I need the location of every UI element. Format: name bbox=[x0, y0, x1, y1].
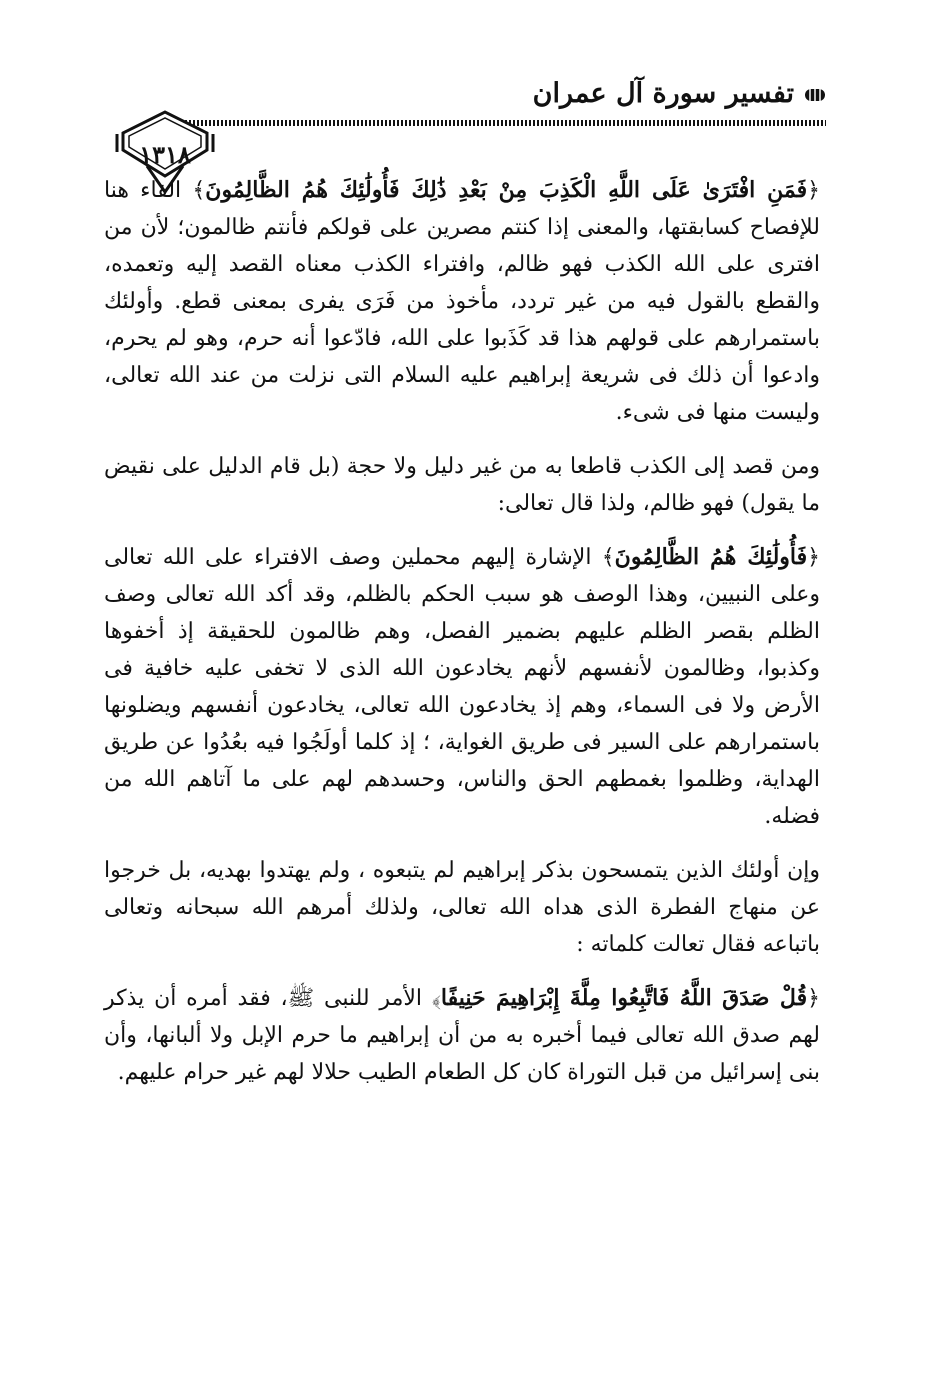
paragraph-text-4: وإن أولئك الذين يتمسحون بذكر إبراهيم لم يتبعوه ، ولم يهتدوا بهديه، بل خرجوا عن منهاج الفطرة الذى هداه الله تعالى، ولذلك أمرهم الله سبحانه وتعالى باتباعه فقال تعالت كلماته : bbox=[104, 858, 820, 957]
quran-verse-2: ﴿فَأُولَٰئِكَ هُمُ الظَّالِمُونَ﴾ bbox=[601, 544, 821, 570]
paragraph-text-3: الإشارة إليهم محملين وصف الافتراء على الله تعالى وعلى النبيين، وهذا الوصف هو سبب الحكم بالظلم، وقد أكد الله تعالى وصف الظلم بقصر الظلم عليهم بضمير الفصل، وهم ظالمون للحقيقة إذ أخفوها وكذبوا، وظالمون لأنفسهم لأنهم يخادعون الله الذى لا تخفى عليه خافية فى الأرض ولا فى السماء، وهم إذ يخادعون الله تعالى، يخادعون أنفسهم ويضلونها باستمرارهم على السير فى طريق الغواية، ؛ إذ كلما أولَجُوا فيه بعُدُوا عن طريق الهداية، وظلموا بغمطهم الحق والناس، وحسدهم لهم على ما آتاهم الله من فضله. bbox=[104, 545, 820, 829]
paragraph-text-2: ومن قصد إلى الكذب قاطعا به من غير دليل ولا حجة (بل قام الدليل على نقيض ما يقول) فهو ظالم، ولذا قال تعالى: bbox=[104, 454, 820, 516]
ornament-icon bbox=[804, 86, 826, 104]
paragraph-text-1: الفاء هنا للإفصاح كسابقتها، والمعنى إذا كنتم مصرين على قولكم فأنتم ظالمون؛ لأن من افترى على الله الكذب فهو ظالم، وافتراء الكذب معناه القصد إليه وتعمده، والقطع بالقول فيه من غير تردد، مأخوذ من فَرَى يفرى بمعنى قطع. وأولئك باستمرارهم على قولهم هذا قد كَذَبوا على الله، فادّعوا أنه حرم، وهو لم يحرم، وادعوا أن ذلك فى شريعة إبراهيم عليه السلام التى نزلت من عند الله تعالى، وليست منها فى شىء. bbox=[104, 178, 820, 425]
header-title-group bbox=[533, 78, 826, 109]
header-title: تفسير سورة آل عمران bbox=[532, 78, 794, 109]
paragraph-2 bbox=[104, 448, 820, 522]
paragraph-4 bbox=[104, 852, 820, 963]
paragraph-5 bbox=[104, 980, 820, 1091]
header-divider bbox=[185, 120, 826, 126]
quran-verse-1: ﴿فَمَنِ افْتَرَىٰ عَلَى اللَّهِ الْكَذِبَ مِنْ بَعْدِ ذَٰلِكَ فَأُولَٰئِكَ هُمُ الظَّالِمُونَ﴾ bbox=[192, 177, 820, 203]
paragraph-3 bbox=[104, 539, 820, 835]
paragraph-text-5: الأمر للنبى ﷺ، فقد أمره أن يذكر لهم صدق الله تعالى فيما أخبره به من أن إبراهيم ما حرم الإبل ولا ألبانها، وأن بنى إسرائيل من قبل التوراة كان كل الطعام الطيب حلالا لهم غير حرام عليهم. bbox=[104, 986, 820, 1085]
page-header bbox=[105, 58, 826, 169]
page-body bbox=[104, 172, 820, 1108]
page-number: ١٣١٨ bbox=[139, 140, 191, 169]
quran-verse-3: ﴿قُلْ صَدَقَ اللَّهُ فَاتَّبِعُوا مِلَّةَ إِبْرَاهِيمَ حَنِيفًا﴾ bbox=[431, 985, 820, 1011]
paragraph-1 bbox=[104, 172, 820, 431]
